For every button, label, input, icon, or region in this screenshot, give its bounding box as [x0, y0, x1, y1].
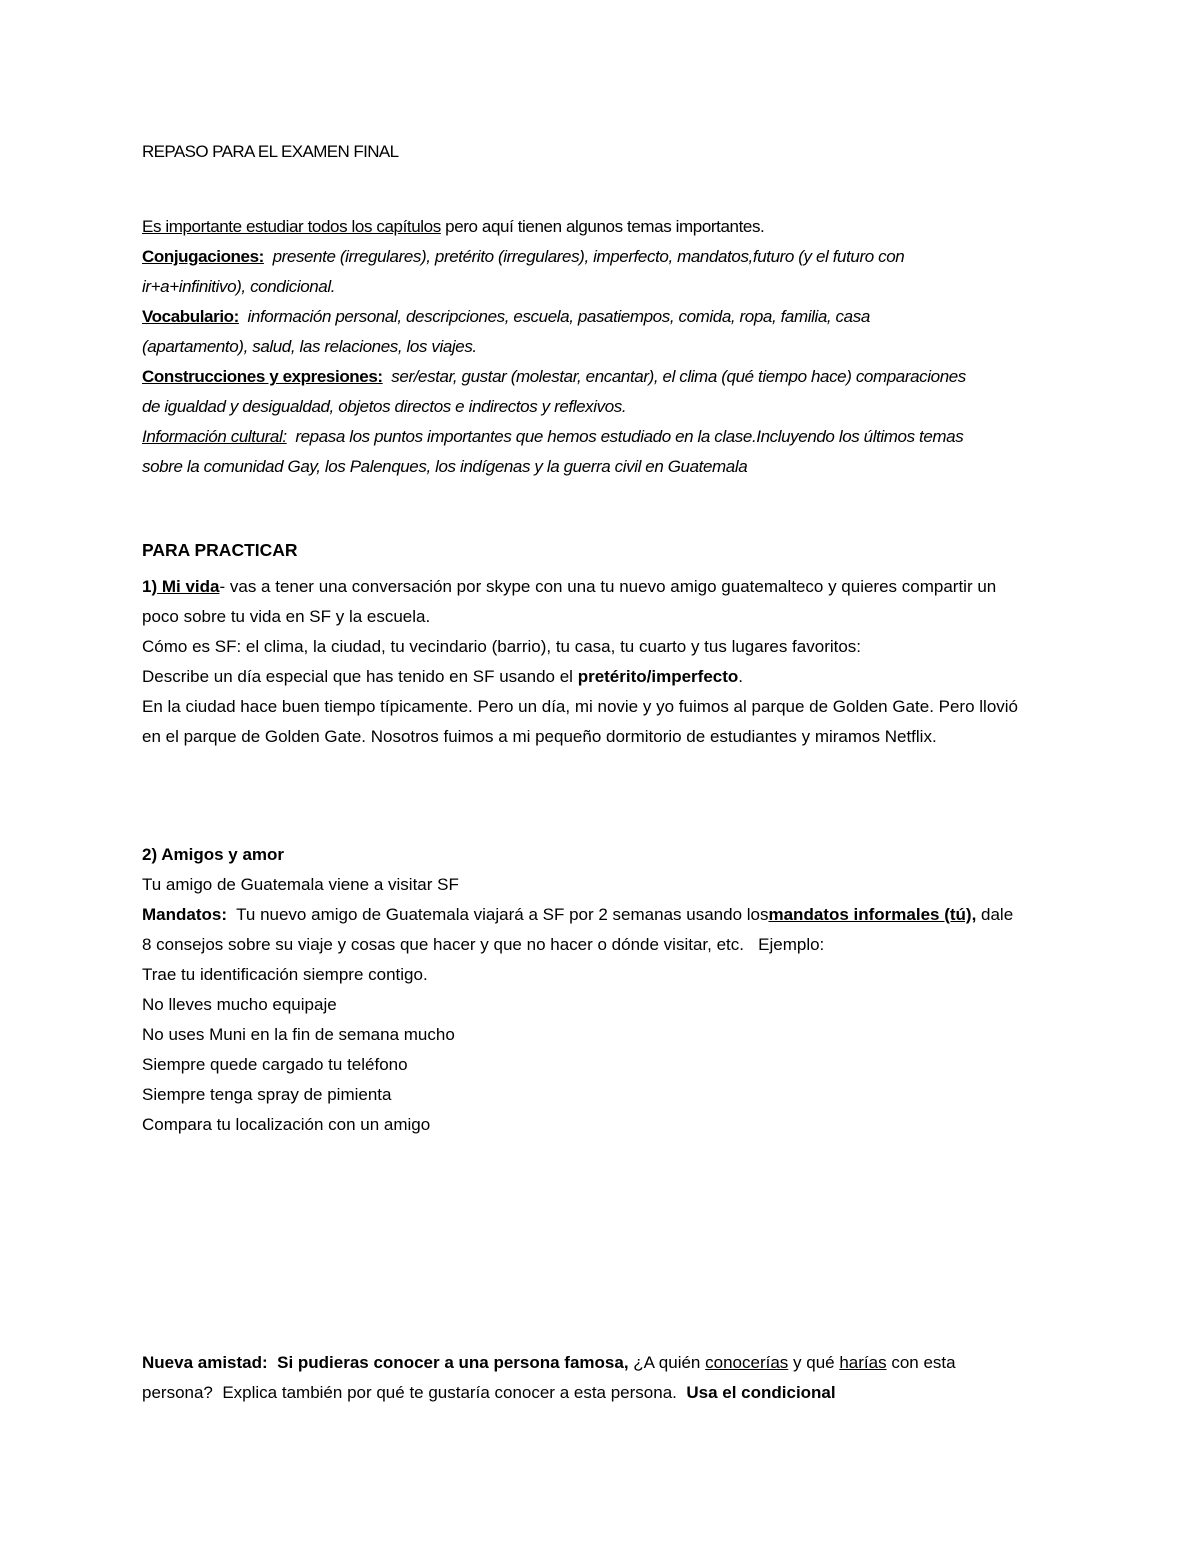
example-item: Compara tu localización con un amigo [142, 1115, 431, 1134]
mi-vida-line-3: Cómo es SF: el clima, la ciudad, tu vecindario (barrio), tu casa, tu cuarto y tus lugares favoritos: [142, 637, 862, 656]
section-amigos-amor [142, 840, 1062, 1140]
document-title-text: REPASO PARA EL EXAMEN FINAL [142, 142, 399, 161]
vocabulario-line-2: (apartamento), salud, las relaciones, los viajes. [142, 337, 477, 356]
amigos-amor-line-3: 8 consejos sobre su viaje y cosas que hacer y que no hacer o dónde visitar, etc. Ejemplo: [142, 935, 825, 954]
cultural-line-2: sobre la comunidad Gay, los Palenques, los indígenas y la guerra civil en Guatemala [142, 457, 748, 476]
construcciones-line-1 [142, 362, 1062, 392]
nueva-amistad-text-1e: con esta [886, 1353, 956, 1372]
mi-vida-line-1 [142, 572, 1062, 602]
cultural-line-1 [142, 422, 1062, 452]
construcciones-line-2: de igualdad y desigualdad, objetos directos e indirectos y reflexivos. [142, 397, 627, 416]
construcciones-label: Construcciones y expresiones: [142, 367, 383, 386]
nueva-amistad-label: Nueva amistad: Si pudieras conocer a una persona famosa, [142, 1353, 629, 1372]
conjugaciones-line-2: ir+a+infinitivo), condicional. [142, 277, 336, 296]
mi-vida-line-5: En la ciudad hace buen tiempo típicamente. Pero un día, mi novie y yo fuimos al parque de Golden Gate. Pero llovió [142, 697, 1019, 716]
nueva-amistad-text-1c: y qué [788, 1353, 840, 1372]
section-mi-vida [142, 572, 1062, 752]
practice-heading: PARA PRACTICAR [142, 540, 298, 560]
example-item: Siempre tenga spray de pimienta [142, 1085, 392, 1104]
intro-section [142, 212, 1062, 482]
nueva-amistad-text-2b: Usa el condicional [686, 1383, 836, 1402]
intro-lead-underlined: Es importante estudiar todos los capítulos [142, 217, 441, 236]
conjugaciones-text-1: presente (irregulares), pretérito (irregulares), imperfecto, mandatos,futuro (y el futuro con [263, 247, 905, 266]
cultural-label: Información cultural: [142, 427, 287, 446]
section-nueva-amistad [142, 1348, 1062, 1408]
vocabulario-text-1: información personal, descripciones, escuela, pasatiempos, comida, ropa, familia, casa [238, 307, 870, 326]
vocabulario-line-1 [142, 302, 1062, 332]
construcciones-text-1: ser/estar, gustar (molestar, encantar), el clima (qué tiempo hace) comparaciones [382, 367, 966, 386]
mi-vida-text-4c: . [738, 667, 744, 686]
vocabulario-label: Vocabulario: [142, 307, 239, 326]
nueva-amistad-line-2 [142, 1378, 1062, 1408]
amigos-amor-title: 2) Amigos y amor [142, 845, 285, 864]
nueva-amistad-text-1d: harías [839, 1353, 887, 1372]
example-item: Trae tu identificación siempre contigo. [142, 965, 428, 984]
mandatos-text-b: mandatos informales (tú), [768, 905, 977, 924]
intro-lead-line [142, 212, 1062, 242]
mandatos-text-a: Tu nuevo amigo de Guatemala viajará a SF por 2 semanas usando los [227, 905, 769, 924]
example-item: No uses Muni en la fin de semana mucho [142, 1025, 455, 1044]
mi-vida-text-4b: pretérito/imperfecto [577, 667, 739, 686]
mi-vida-line-6: en el parque de Golden Gate. Nosotros fuimos a mi pequeño dormitorio de estudiantes y miramos Netflix. [142, 727, 937, 746]
nueva-amistad-text-1a: ¿A quién [628, 1353, 706, 1372]
mi-vida-line-4 [142, 662, 1062, 692]
conjugaciones-label: Conjugaciones: [142, 247, 264, 266]
mandatos-text-c: dale [976, 905, 1014, 924]
example-item: Siempre quede cargado tu teléfono [142, 1055, 408, 1074]
mi-vida-text-4a: Describe un día especial que has tenido en SF usando el [142, 667, 578, 686]
document-title [142, 137, 1062, 167]
example-item: No lleves mucho equipaje [142, 995, 337, 1014]
intro-lead-rest: pero aquí tienen algunos temas importantes. [440, 217, 765, 236]
nueva-amistad-text-2a: persona? Explica también por qué te gustaría conocer a esta persona. [142, 1383, 687, 1402]
mi-vida-line-2: poco sobre tu vida en SF y la escuela. [142, 607, 431, 626]
mi-vida-number: 1) [142, 577, 158, 596]
mi-vida-title: Mi vida [157, 577, 220, 596]
nueva-amistad-text-1b: conocerías [705, 1353, 789, 1372]
mandatos-label: Mandatos: [142, 905, 227, 924]
conjugaciones-line-1 [142, 242, 1062, 272]
nueva-amistad-line-1 [142, 1348, 1062, 1378]
cultural-text-1: repasa los puntos importantes que hemos estudiado en la clase.Incluyendo los últimos temas [286, 427, 964, 446]
amigos-amor-line-1: Tu amigo de Guatemala viene a visitar SF [142, 875, 459, 894]
amigos-amor-line-2 [142, 900, 1062, 930]
mi-vida-text-1: - vas a tener una conversación por skype con una tu nuevo amigo guatemalteco y quieres compartir un [219, 577, 997, 596]
